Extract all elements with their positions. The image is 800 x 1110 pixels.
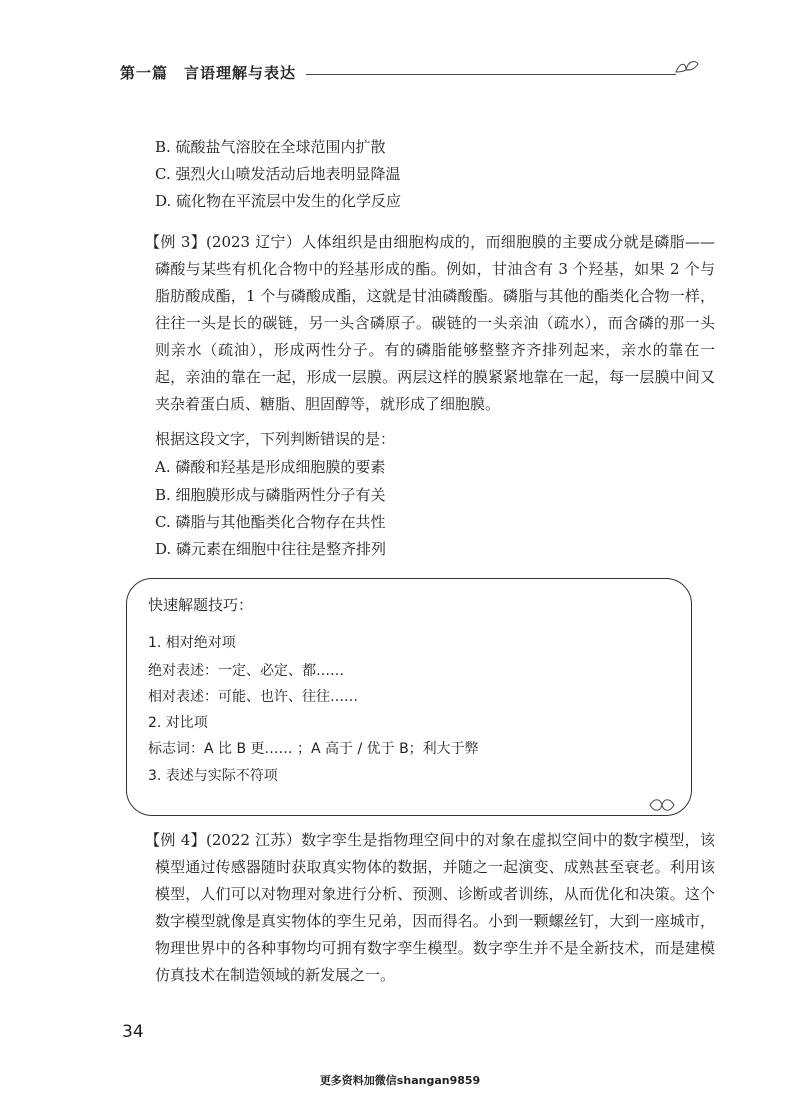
sprout-icon [672, 58, 700, 78]
option-b: B. 硫酸盐气溶胶在全球范围内扩散 [155, 138, 386, 156]
tip-line: 3. 表述与实际不符项 [148, 768, 278, 784]
example-3-passage: 【例 3】(2023 辽宁）人体组织是由细胞构成的，而细胞膜的主要成分就是磷脂——磷酸与某些有机化合物中的羟基形成的酯。例如，甘油含有 3 个羟基，如果 2 个与脂肪酸成酯，1 个与磷酸成酯，这就是甘油磷酸酯。磷脂与其他的酯类化合物一样，往往一头是长的碳链，另一头含磷原子。碳链的一头亲油（疏水），而含磷的那一头则亲水（疏油），形成两性分子。有的磷脂能够整整齐齐排列起来，亲水的靠在一起，亲油的靠在一起，形成一层膜。两层这样的膜紧紧地靠在一起，每一层膜中间又夹杂着蛋白质、糖脂、胆固醇等，就形成了细胞膜。 [145, 233, 715, 413]
example-3-option-a: A. 磷酸和羟基是形成细胞膜的要素 [155, 458, 386, 476]
example-3-question: 根据这段文字，下列判断错误的是： [155, 430, 396, 448]
example-4-passage: 【例 4】(2022 江苏）数字孪生是指物理空间中的对象在虚拟空间中的数字模型，该模型通过传感器随时获取真实物体的数据，并随之一起演变、成熟甚至衰老。利用该模型，人们可以对物理对象进行分析、预测、诊断或者训练，从而优化和决策。这个数字模型就像是真实物体的孪生兄弟，因而得名。小到一颗螺丝钉，大到一座城市，物理世界中的各种事物均可拥有数字孪生模型。数字孪生并不是全新技术，而是建模仿真技术在制造领域的新发展之一。 [145, 831, 715, 984]
running-header [120, 62, 700, 88]
example-3-option-b: B. 细胞膜形成与磷脂两性分子有关 [155, 486, 386, 504]
example-3-option-d: D. 磷元素在细胞中往往是整齐排列 [155, 540, 387, 558]
header-divider [306, 74, 676, 75]
tip-line: 2. 对比项 [148, 715, 208, 731]
option-c: C. 强烈火山喷发活动后地表明显降温 [155, 165, 401, 183]
example-3-option-c: C. 磷脂与其他酯类化合物存在共性 [155, 513, 386, 531]
tip-line: 相对表述：可能、也许、往往…… [148, 689, 358, 705]
tip-line: 标志词：A 比 B 更…… ；A 高于 / 优于 B；利大于弊 [148, 741, 479, 757]
tip-line: 1. 相对绝对项 [148, 635, 236, 651]
chapter-title: 第一篇 言语理解与表达 [120, 64, 297, 82]
tips-title: 快速解题技巧： [148, 596, 254, 614]
tip-line: 绝对表述：一定、必定、都…… [148, 663, 344, 679]
leaf-ornament-icon [648, 798, 676, 812]
footer-note: 更多资料加微信shangan9859 [319, 1074, 481, 1087]
option-d: D. 硫化物在平流层中发生的化学反应 [155, 192, 402, 210]
page-number: 34 [122, 1022, 144, 1042]
